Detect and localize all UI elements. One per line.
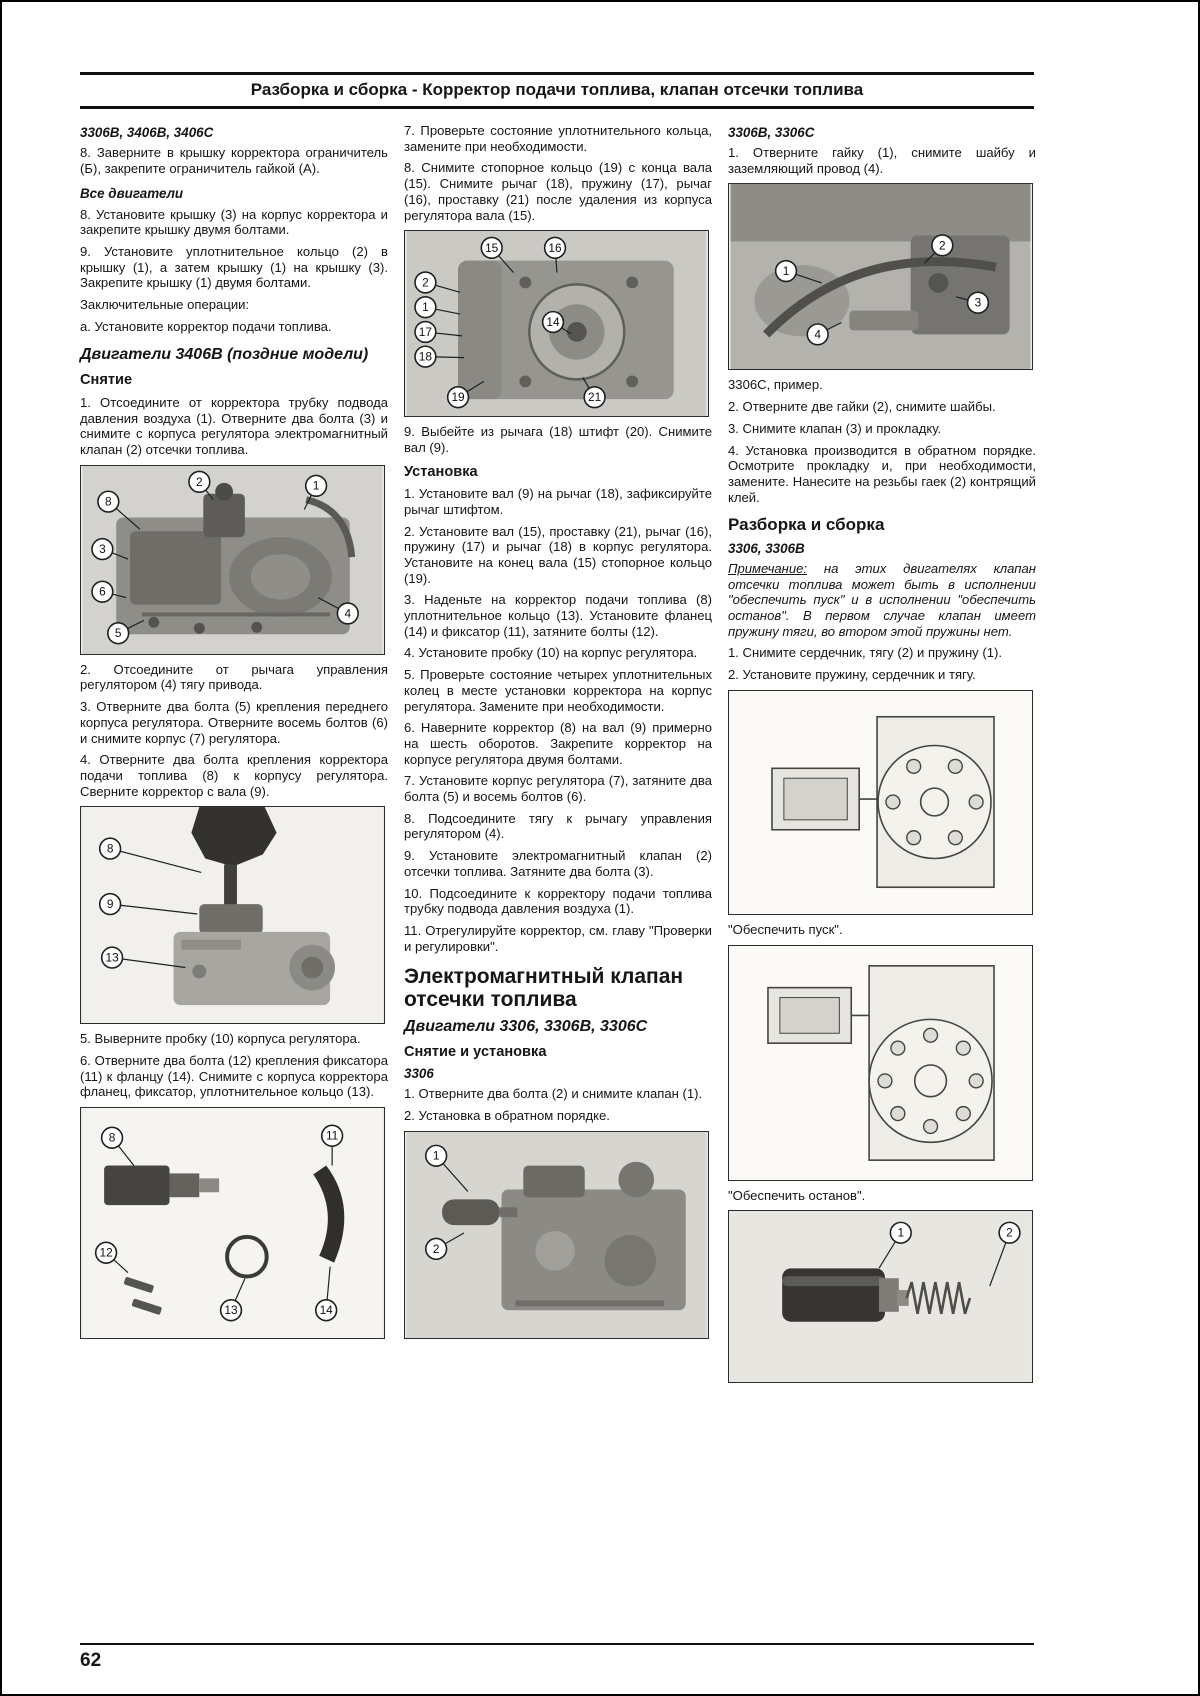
step-paragraph: 2. Отсоедините от рычага управления регулятором (4) тягу привода. bbox=[80, 661, 388, 693]
svg-text:4: 4 bbox=[814, 327, 821, 342]
svg-text:11: 11 bbox=[325, 1128, 339, 1143]
step-paragraph: 6. Отверните два болта (12) крепления фиксатора (11) к фланцу (14). Снимите с корпуса корректора фланец, фиксатор, уплотнительное кольцо (13). bbox=[80, 1053, 388, 1100]
figure-engine-valve-3306 bbox=[404, 1131, 709, 1339]
svg-text:2: 2 bbox=[939, 238, 946, 253]
svg-text:8: 8 bbox=[106, 841, 114, 856]
figure-engine-3306c bbox=[728, 183, 1033, 370]
corrector-illustration bbox=[81, 807, 384, 1023]
step-paragraph: а. Установите корректор подачи топлива. bbox=[80, 318, 332, 334]
step-paragraph: 8. Заверните в крышку корректора ограничитель (Б), закрепите ограничитель гайкой (А). bbox=[80, 145, 388, 176]
figure-caption: 3306C, пример. bbox=[728, 377, 823, 393]
exploded-parts-illustration bbox=[81, 1108, 384, 1338]
models-heading-3306bc: 3306B, 3306C bbox=[728, 125, 815, 140]
engine-3406b-heading: Двигатели 3406В (поздние модели) bbox=[80, 346, 369, 364]
column-middle bbox=[404, 123, 712, 1390]
svg-text:2: 2 bbox=[196, 474, 203, 489]
step-paragraph: 6. Наверните корректор (8) на вал (9) примерно на шесть оборотов. Закрепите корректор на корпусе регулятора двумя болтами. bbox=[404, 720, 712, 767]
step-paragraph: 1. Отсоедините от корректора трубку подвода давления воздуха (1). Отверните два болта (3) и снимите с корпуса регулятора электромагнитный клапан (2) отсечки топлива. bbox=[80, 394, 388, 457]
figure-exploded-parts bbox=[80, 1107, 385, 1339]
step-paragraph: 5. Выверните пробку (10) корпуса регулятора. bbox=[80, 1031, 361, 1047]
step-paragraph: 9. Выбейте из рычага (18) штифт (20). Снимите вал (9). bbox=[404, 424, 712, 455]
svg-text:8: 8 bbox=[108, 1130, 116, 1145]
step-paragraph: 1. Отверните два болта (2) и снимите клапан (1). bbox=[404, 1086, 703, 1102]
step-paragraph: 8. Установите крышку (3) на корпус корректора и закрепите крышку двумя болтами. bbox=[80, 206, 388, 238]
svg-text:3: 3 bbox=[974, 296, 982, 311]
svg-text:6: 6 bbox=[99, 584, 106, 599]
figure-valve-start bbox=[728, 690, 1033, 915]
disassembly-assembly-heading: Разборка и сборка bbox=[728, 515, 885, 535]
step-paragraph: 4. Установите пробку (10) на корпус регулятора. bbox=[404, 645, 698, 661]
step-paragraph: 4. Установка производится в обратном порядке. Осмотрите прокладку и, при необходимости, замените. Нанесите на резьбы гаек (2) контрящий клей. bbox=[728, 442, 1036, 505]
model-3306-heading: 3306 bbox=[404, 1066, 434, 1082]
step-paragraph: 2. Отверните две гайки (2), снимите шайбы. bbox=[728, 399, 996, 415]
solenoid-valve-heading: Электромагнитный клапан отсечки топлива bbox=[404, 965, 684, 1012]
svg-text:15: 15 bbox=[485, 240, 499, 255]
note-text: на этих двигателях клапан отсечки топлива может быть в исполнении "обеспечить пуск" и в исполнении "обеспечить останов". В первом случае клапан имеет пружину тяги, во втором этой пружины нет. bbox=[728, 560, 1036, 639]
step-paragraph: 2. Установите пружину, сердечник и тягу. bbox=[728, 667, 976, 683]
step-paragraph: 1. Отверните гайку (1), снимите шайбу и заземляющий провод (4). bbox=[728, 145, 1036, 176]
installation-heading: Установка bbox=[404, 463, 478, 480]
column-left bbox=[80, 123, 388, 1390]
all-engines-heading: Все двигатели bbox=[80, 186, 184, 202]
step-paragraph: 2. Установка в обратном порядке. bbox=[404, 1107, 610, 1123]
step-paragraph: 3. Отверните два болта (5) крепления переднего корпуса регулятора. Отверните восемь болтов (6) и снимите корпус (7) регулятора. bbox=[80, 699, 388, 746]
svg-text:13: 13 bbox=[224, 1303, 238, 1318]
svg-text:1: 1 bbox=[312, 478, 320, 493]
svg-text:1: 1 bbox=[897, 1225, 905, 1240]
engines-heading: Двигатели 3306, 3306В, 3306С bbox=[404, 1017, 648, 1035]
svg-text:2: 2 bbox=[1006, 1225, 1013, 1240]
page-header bbox=[80, 72, 1034, 109]
page-number: 62 bbox=[80, 1650, 102, 1671]
svg-text:12: 12 bbox=[99, 1245, 113, 1260]
models-heading-3306b: 3306B, 3406B, 3406C bbox=[80, 125, 214, 140]
manual-page bbox=[2, 2, 1198, 1390]
svg-text:16: 16 bbox=[548, 240, 562, 255]
columns-container bbox=[80, 123, 1034, 1390]
step-paragraph: 2. Установите вал (15), проставку (21), рычаг (16), пружину (17) и рычаг (18) в корпус регулятора. Установите на конец вала (15) стопорное кольцо (19). bbox=[404, 523, 712, 586]
step-paragraph: 7. Установите корпус регулятора (7), затяните два болта (5) и восемь болтов (6). bbox=[404, 773, 712, 805]
svg-text:17: 17 bbox=[418, 325, 433, 340]
step-paragraph: 8. Подсоедините тягу к рычагу управления регулятором (4). bbox=[404, 810, 712, 842]
models-heading-3306: 3306, 3306В bbox=[728, 540, 805, 556]
note-label: Примечание: bbox=[728, 560, 808, 576]
figure-governor-internals bbox=[404, 230, 709, 417]
svg-text:1: 1 bbox=[432, 1148, 440, 1163]
svg-text:4: 4 bbox=[344, 606, 352, 621]
engine-valve-illustration bbox=[405, 1132, 708, 1338]
valve-stop-drawing bbox=[729, 946, 1032, 1180]
step-paragraph: 1. Установите вал (9) на рычаг (18), зафиксируйте рычаг штифтом. bbox=[404, 486, 712, 517]
svg-text:1: 1 bbox=[422, 300, 429, 315]
step-paragraph: Заключительные операции: bbox=[80, 297, 250, 313]
svg-text:1: 1 bbox=[782, 264, 790, 279]
governor-internals-illustration bbox=[405, 231, 708, 416]
step-paragraph: 3. Наденьте на корректор подачи топлива (8) уплотнительное кольцо (13). Установите фланец (14) и фиксатор (11), затяните болты (12). bbox=[404, 592, 712, 639]
figure-valve-stop bbox=[728, 945, 1033, 1181]
step-paragraph: 9. Установите уплотнительное кольцо (2) в крышку (1), а затем крышку (1) на крышку (3). Закрепите крышку (1) двумя болтами. bbox=[80, 243, 388, 291]
step-paragraph: 8. Снимите стопорное кольцо (19) с конца вала (15). Снимите рычаг (18), пружину (17), рычаг (16), проставку (21) после удаления из корпуса регулятора вала (15). bbox=[404, 160, 712, 223]
figure-solenoid-core bbox=[728, 1210, 1033, 1383]
figure-caption: "Обеспечить останов". bbox=[728, 1187, 866, 1203]
svg-text:18: 18 bbox=[418, 349, 433, 364]
engine-3306c-illustration bbox=[729, 184, 1032, 369]
step-paragraph: 7. Проверьте состояние уплотнительного кольца, замените при необходимости. bbox=[404, 123, 712, 154]
figure-governor-photo bbox=[80, 465, 385, 655]
removal-installation-heading: Снятие и установка bbox=[404, 1043, 547, 1060]
removal-heading: Снятие bbox=[80, 372, 133, 389]
svg-text:14: 14 bbox=[319, 1303, 333, 1318]
step-paragraph: 1. Снимите сердечник, тягу (2) и пружину (1). bbox=[728, 645, 1003, 661]
step-paragraph: 9. Установите электромагнитный клапан (2) отсечки топлива. Затяните два болта (3). bbox=[404, 848, 712, 879]
page-header-title: Разборка и сборка - Корректор подачи топлива, клапан отсечки топлива bbox=[250, 80, 864, 99]
note-paragraph bbox=[728, 561, 1036, 640]
valve-start-drawing bbox=[729, 691, 1032, 914]
step-paragraph: 3. Снимите клапан (3) и прокладку. bbox=[728, 420, 942, 436]
svg-text:13: 13 bbox=[105, 950, 119, 965]
svg-text:8: 8 bbox=[105, 494, 112, 509]
governor-illustration bbox=[81, 466, 384, 654]
svg-text:14: 14 bbox=[546, 315, 560, 330]
svg-text:21: 21 bbox=[587, 390, 602, 405]
figure-corrector-removal bbox=[80, 806, 385, 1024]
column-right bbox=[728, 123, 1036, 1390]
svg-text:5: 5 bbox=[114, 625, 122, 640]
figure-caption: "Обеспечить пуск". bbox=[728, 921, 843, 937]
step-paragraph: 11. Отрегулируйте корректор, см. главу "Проверки и регулировки". bbox=[404, 923, 712, 954]
svg-text:9: 9 bbox=[106, 897, 114, 912]
svg-text:19: 19 bbox=[451, 390, 465, 405]
svg-text:2: 2 bbox=[432, 1241, 440, 1256]
solenoid-core-illustration bbox=[729, 1211, 1032, 1382]
step-paragraph: 5. Проверьте состояние четырех уплотнительных колец в месте установки корректора на корпус регулятора. Замените при необходимости. bbox=[404, 667, 712, 714]
step-paragraph: 10. Подсоедините к корректору подачи топлива трубку подвода давления воздуха (1). bbox=[404, 885, 712, 917]
step-paragraph: 4. Отверните два болта крепления корректора подачи топлива (8) к корпусу регулятора. Сверните корректор с вала (9). bbox=[80, 752, 388, 799]
page-footer bbox=[80, 1643, 1034, 1672]
svg-text:3: 3 bbox=[99, 541, 106, 556]
svg-text:2: 2 bbox=[422, 275, 429, 290]
